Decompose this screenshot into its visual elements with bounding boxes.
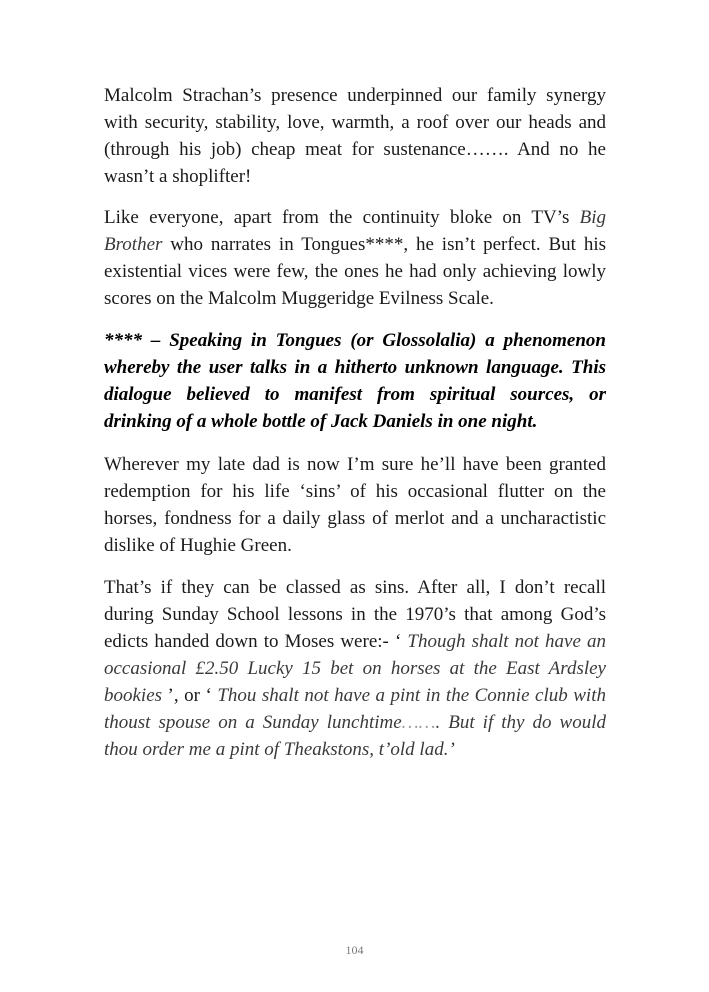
paragraph-text: That’s if they can be classed as sins. After all, I don’t recall during Sunday School lessons in the 1970’s that among God’s edicts handed down to Moses were:- ‘ (104, 577, 606, 652)
page-number: 104 (345, 943, 364, 957)
paragraph-text: who narrates in Tongues****, he isn’t perfect. But his existential vices were few, the ones he had only achieving lowly scores on the Malcolm Muggeridge Evilness Scale. (104, 234, 606, 309)
commandment-quote-1: Though shalt not have an occasional £2.50 Lucky 15 bet on horses at the East Ardsley bookies (104, 631, 606, 706)
paragraph-text: Wherever my late dad is now I’m sure he’ll have been granted redemption for his life ‘sins’ of his occasional flutter on the horses, fondness for a daily glass of merlot and a uncharactistic dislike of Hughie Green. (104, 454, 606, 556)
footnote-tongues (104, 327, 606, 435)
paragraph-father-presence (104, 82, 606, 190)
paragraph-text: ’, or ‘ (162, 685, 218, 706)
footnote-text: **** – Speaking in Tongues (or Glossolalia) a phenomenon whereby the user talks in a hitherto unknown language. This dialogue believed to manifest from spiritual sources, or drinking of a whole bottle of Jack Daniels in one night. (104, 330, 606, 432)
paragraph-commandments (104, 574, 606, 763)
paragraph-text: Like everyone, apart from the continuity bloke on TV’s (104, 207, 580, 228)
paragraph-redemption (104, 451, 606, 559)
paragraph-text: Malcolm Strachan’s presence underpinned our family synergy with security, stability, love, warmth, a roof over our heads and (through his job) cheap meat for sustenance……. And no he wasn’t a shoplifter! (104, 85, 606, 187)
ellipsis: …… (401, 712, 436, 733)
commandment-quote-3: . But if thy do would thou order me a pint of Theakstons, t’old lad.’ (104, 712, 606, 760)
commandment-quote-2: Thou shalt not have a pint in the Connie club with thoust spouse on a Sunday lunchtime (104, 685, 606, 733)
paragraph-imperfections (104, 204, 606, 312)
tv-show-title: Big Brother (104, 207, 606, 255)
